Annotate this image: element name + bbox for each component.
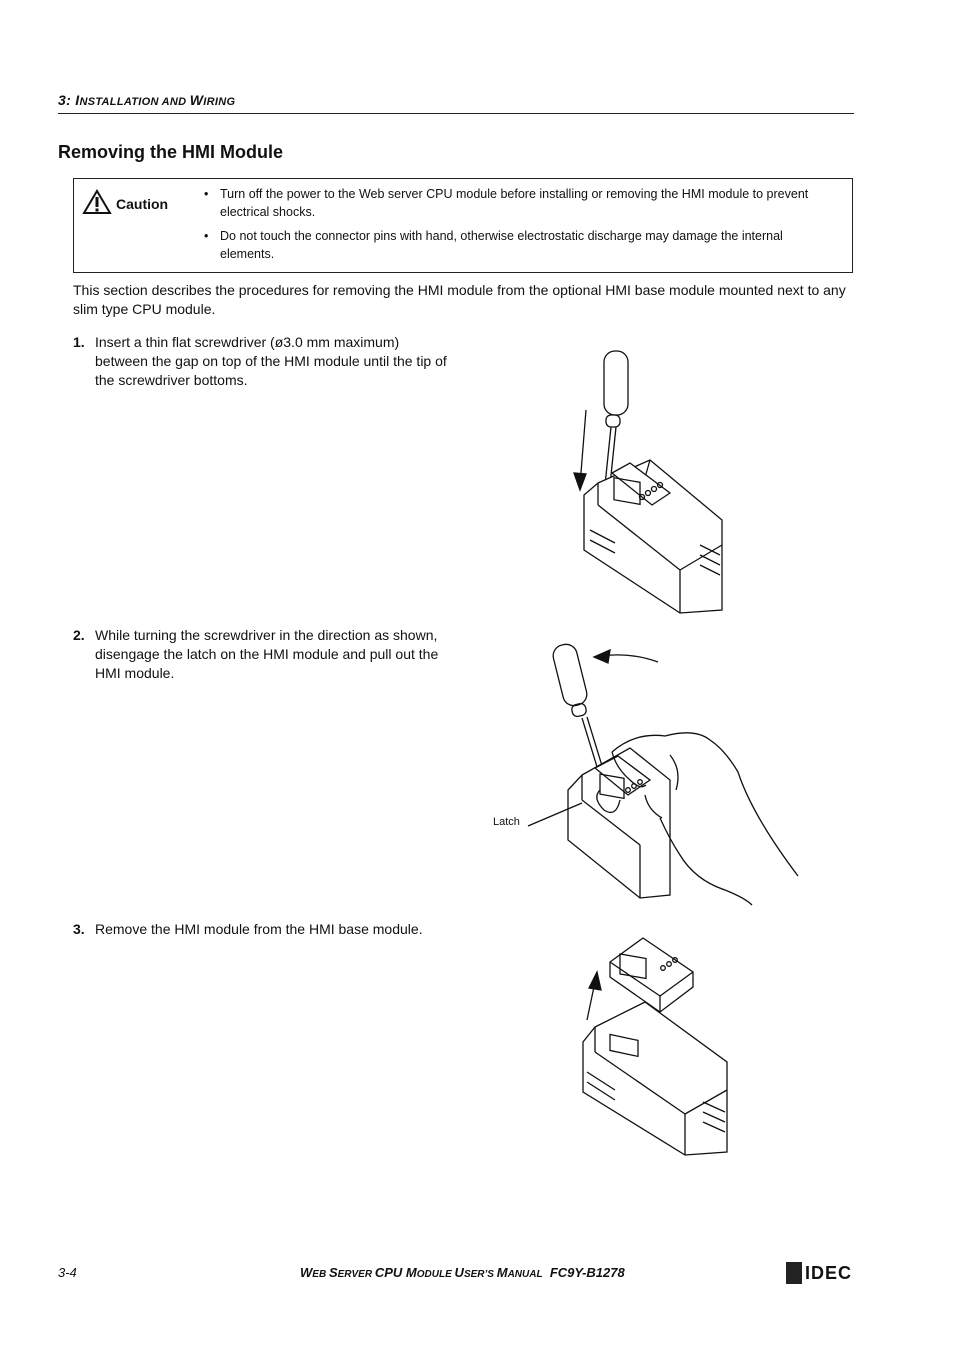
footer-text: SER’S [463,1269,497,1280]
latch-label: Latch [493,816,520,828]
footer-letter: M [496,1265,508,1280]
footer-letter: W [300,1265,313,1280]
step-number: 2. [73,627,85,643]
footer-letter: S [328,1265,338,1280]
section-title: Removing the HMI Module [58,142,283,162]
caution-item: • Turn off the power to the Web server CPU module before installing or removing the HMI module to prevent electrical shocks. [204,185,834,221]
chapter-number: 3: [58,92,72,108]
figure-remove-hmi [575,932,740,1162]
logo-mark-icon [786,1262,802,1284]
manual-code: FC9Y-B1278 [549,1265,625,1280]
manual-title [300,1265,625,1280]
footer-text: ERVER [337,1269,375,1280]
intro-paragraph: This section describes the procedures for removing the HMI module from the optional HMI base module mounted next to any slim type CPU module. [73,282,846,317]
page-number: 3-4 [58,1265,77,1280]
warning-icon [82,189,112,218]
chapter-text-2: IRING [203,96,236,108]
step-1 [73,333,453,390]
step-number: 3. [73,921,85,937]
figure-disengage-latch [493,640,810,915]
caution-label-text: Caution [116,195,169,212]
footer-text: EB [312,1269,329,1280]
chapter-header [58,92,854,114]
idec-logo [786,1262,852,1284]
step-text: Insert a thin flat screwdriver (ø3.0 mm maximum) between the gap on top of the HMI module until the tip of the screwdriver bottoms. [95,334,447,388]
logo-text: IDEC [805,1262,853,1283]
chapter-letter-w: W [189,92,204,108]
step-number: 1. [73,334,85,350]
caution-item: • Do not touch the connector pins with hand, otherwise electrostatic discharge may damage the internal elements. [204,227,834,263]
step-text: Remove the HMI module from the HMI base module. [95,921,423,937]
footer-letter: M [405,1265,417,1280]
footer-text: CPU [374,1265,406,1280]
step-2 [73,626,453,683]
step-text: While turning the screwdriver in the direction as shown, disengage the latch on the HMI module and pull out the HMI module. [95,627,439,681]
chapter-text-1: NSTALLATION AND [79,96,190,108]
footer-text: ANUAL [507,1269,543,1280]
step-3 [73,920,453,939]
caution-box [73,178,853,273]
caution-list [204,185,834,269]
chapter-letter-i: I [75,92,80,108]
figure-insert-screwdriver [570,345,740,620]
caution-label [82,189,168,218]
footer-text: ODULE [416,1269,455,1280]
footer-letter: U [454,1265,464,1280]
